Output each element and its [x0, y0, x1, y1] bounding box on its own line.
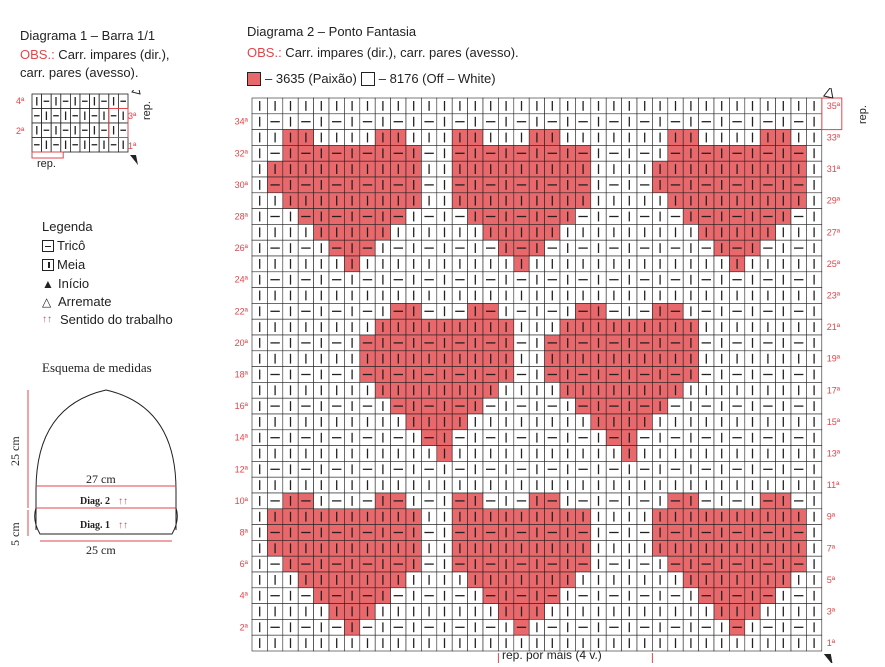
diag2-direction-icon: ↑↑: [118, 496, 128, 507]
d2-row-label-right: 31ª: [826, 164, 841, 175]
d2-row-label-right: 11ª: [826, 480, 840, 491]
purl-symbol-icon: [42, 240, 54, 252]
legend-item-sentido: [42, 312, 173, 327]
d2-row-label-right: 5ª: [826, 574, 836, 585]
d1-row-label-3: 3ª: [128, 111, 137, 121]
legend-title: Legenda: [42, 219, 93, 234]
d1-bindoff-icon: [132, 90, 140, 94]
legend-item-meia: [42, 257, 85, 272]
d2-bindoff-icon: [824, 88, 833, 98]
d2-row-label-left: 22ª: [234, 306, 248, 317]
legend-item-label: Tricô: [57, 238, 86, 253]
d2-row-label-right: 27ª: [826, 227, 841, 238]
measure-width-top: 27 cm: [86, 472, 116, 486]
diagram2-rep-side: rep.: [857, 105, 869, 124]
diagram2-obs: [247, 45, 519, 60]
hat-schematic: [14, 378, 194, 558]
legend-item-inicio: [42, 276, 89, 291]
knit-symbol-icon: [42, 259, 54, 271]
color-swatch-paixao: [247, 72, 261, 86]
diag1-direction-icon: ↑↑: [118, 520, 128, 531]
measure-width-bottom: 25 cm: [86, 543, 116, 557]
bind-off-arrow-icon: △: [42, 294, 52, 309]
d2-row-label-right: 29ª: [826, 195, 841, 206]
d2-row-label-right: 25ª: [826, 258, 841, 269]
d2-row-label-right: 15ª: [826, 416, 841, 427]
d2-row-label-right: 21ª: [826, 322, 841, 333]
d2-row-label-left: 30ª: [234, 179, 248, 190]
d2-row-label-right: 33ª: [826, 132, 841, 143]
d2-row-label-left: 34ª: [234, 116, 248, 127]
d2-row-label-left: 28ª: [234, 211, 248, 222]
diagram2-obs-text: Carr. impares (dir.), carr. pares (avesso).: [281, 45, 519, 60]
diagram2-title: Diagrama 2 – Ponto Fantasia: [247, 24, 417, 39]
diagram1-obs-line1: Carr. impares (dir.),: [54, 47, 170, 62]
d2-start-icon: [824, 654, 833, 663]
d2-row-label-right: 13ª: [826, 448, 841, 459]
d2-row-label-left: 12ª: [234, 464, 248, 475]
legend-item-arremate: [42, 294, 111, 309]
d1-row-label-1: 1ª: [128, 141, 137, 151]
d1-start-icon: [130, 155, 138, 165]
d2-row-label-left: 26ª: [234, 243, 248, 254]
measure-height-band: 5 cm: [8, 522, 22, 546]
d2-row-label-right: 17ª: [826, 385, 841, 396]
diagram1-obs-label: OBS.:: [20, 47, 55, 62]
diagram1-title: Diagrama 1 – Barra 1/1: [20, 28, 156, 43]
diagram2-rep-bottom: rep. por mais (4 v.): [502, 648, 602, 662]
d1-row-label-4: 4ª: [16, 96, 25, 106]
d2-row-label-left: 10ª: [234, 495, 248, 506]
legend-item-label: Meia: [57, 257, 86, 272]
measure-height-main: 25 cm: [8, 436, 22, 466]
legend-item-label: Sentido do trabalho: [60, 312, 173, 327]
color-key: [247, 71, 496, 86]
color1-label: – 3635 (Paixão): [265, 71, 357, 86]
d2-row-label-right: 9ª: [826, 511, 836, 522]
d2-row-label-left: 18ª: [234, 369, 248, 380]
d2-row-label-left: 24ª: [234, 274, 248, 285]
diagram1-rep-side: rep.: [141, 101, 153, 120]
legend-item-label: Arremate: [58, 294, 112, 309]
diagram2-obs-label: OBS.:: [247, 45, 282, 60]
d2-row-label-right: 3ª: [826, 606, 836, 617]
d2-row-label-right: 19ª: [826, 353, 841, 364]
diagram1-obs: [20, 47, 170, 62]
d2-row-label-left: 16ª: [234, 401, 248, 412]
start-arrow-icon: ▲: [42, 276, 54, 291]
d2-row-label-left: 6ª: [239, 559, 248, 570]
diag2-label: Diag. 2: [80, 496, 110, 507]
work-direction-icon: ↑↑: [42, 314, 52, 325]
d2-row-label-right: 35ª: [826, 100, 841, 111]
d2-row-label-right: 1ª: [826, 638, 836, 649]
d2-row-label-left: 14ª: [234, 432, 248, 443]
d2-row-label-left: 4ª: [239, 590, 248, 601]
d2-row-label-right: 23ª: [826, 290, 841, 301]
d2-row-label-left: 32ª: [234, 148, 248, 159]
d2-row-label-right: 7ª: [826, 543, 836, 554]
diagram2-chart: [222, 88, 862, 663]
d2-row-label-left: 8ª: [239, 527, 248, 538]
diagram1-obs-line2: carr. pares (avesso).: [20, 65, 139, 80]
d2-row-label-left: 2ª: [239, 622, 248, 633]
color-swatch-offwhite: [361, 72, 375, 86]
legend-item-trico: [42, 238, 85, 253]
measurements-title: Esquema de medidas: [42, 360, 152, 375]
diag1-label: Diag. 1: [80, 520, 110, 531]
diagram1-rep-bottom: rep.: [37, 158, 56, 170]
d2-row-label-left: 20ª: [234, 337, 248, 348]
d1-row-label-2: 2ª: [16, 126, 25, 136]
color2-label: – 8176 (Off – White): [378, 71, 496, 86]
legend-item-label: Início: [58, 276, 90, 291]
